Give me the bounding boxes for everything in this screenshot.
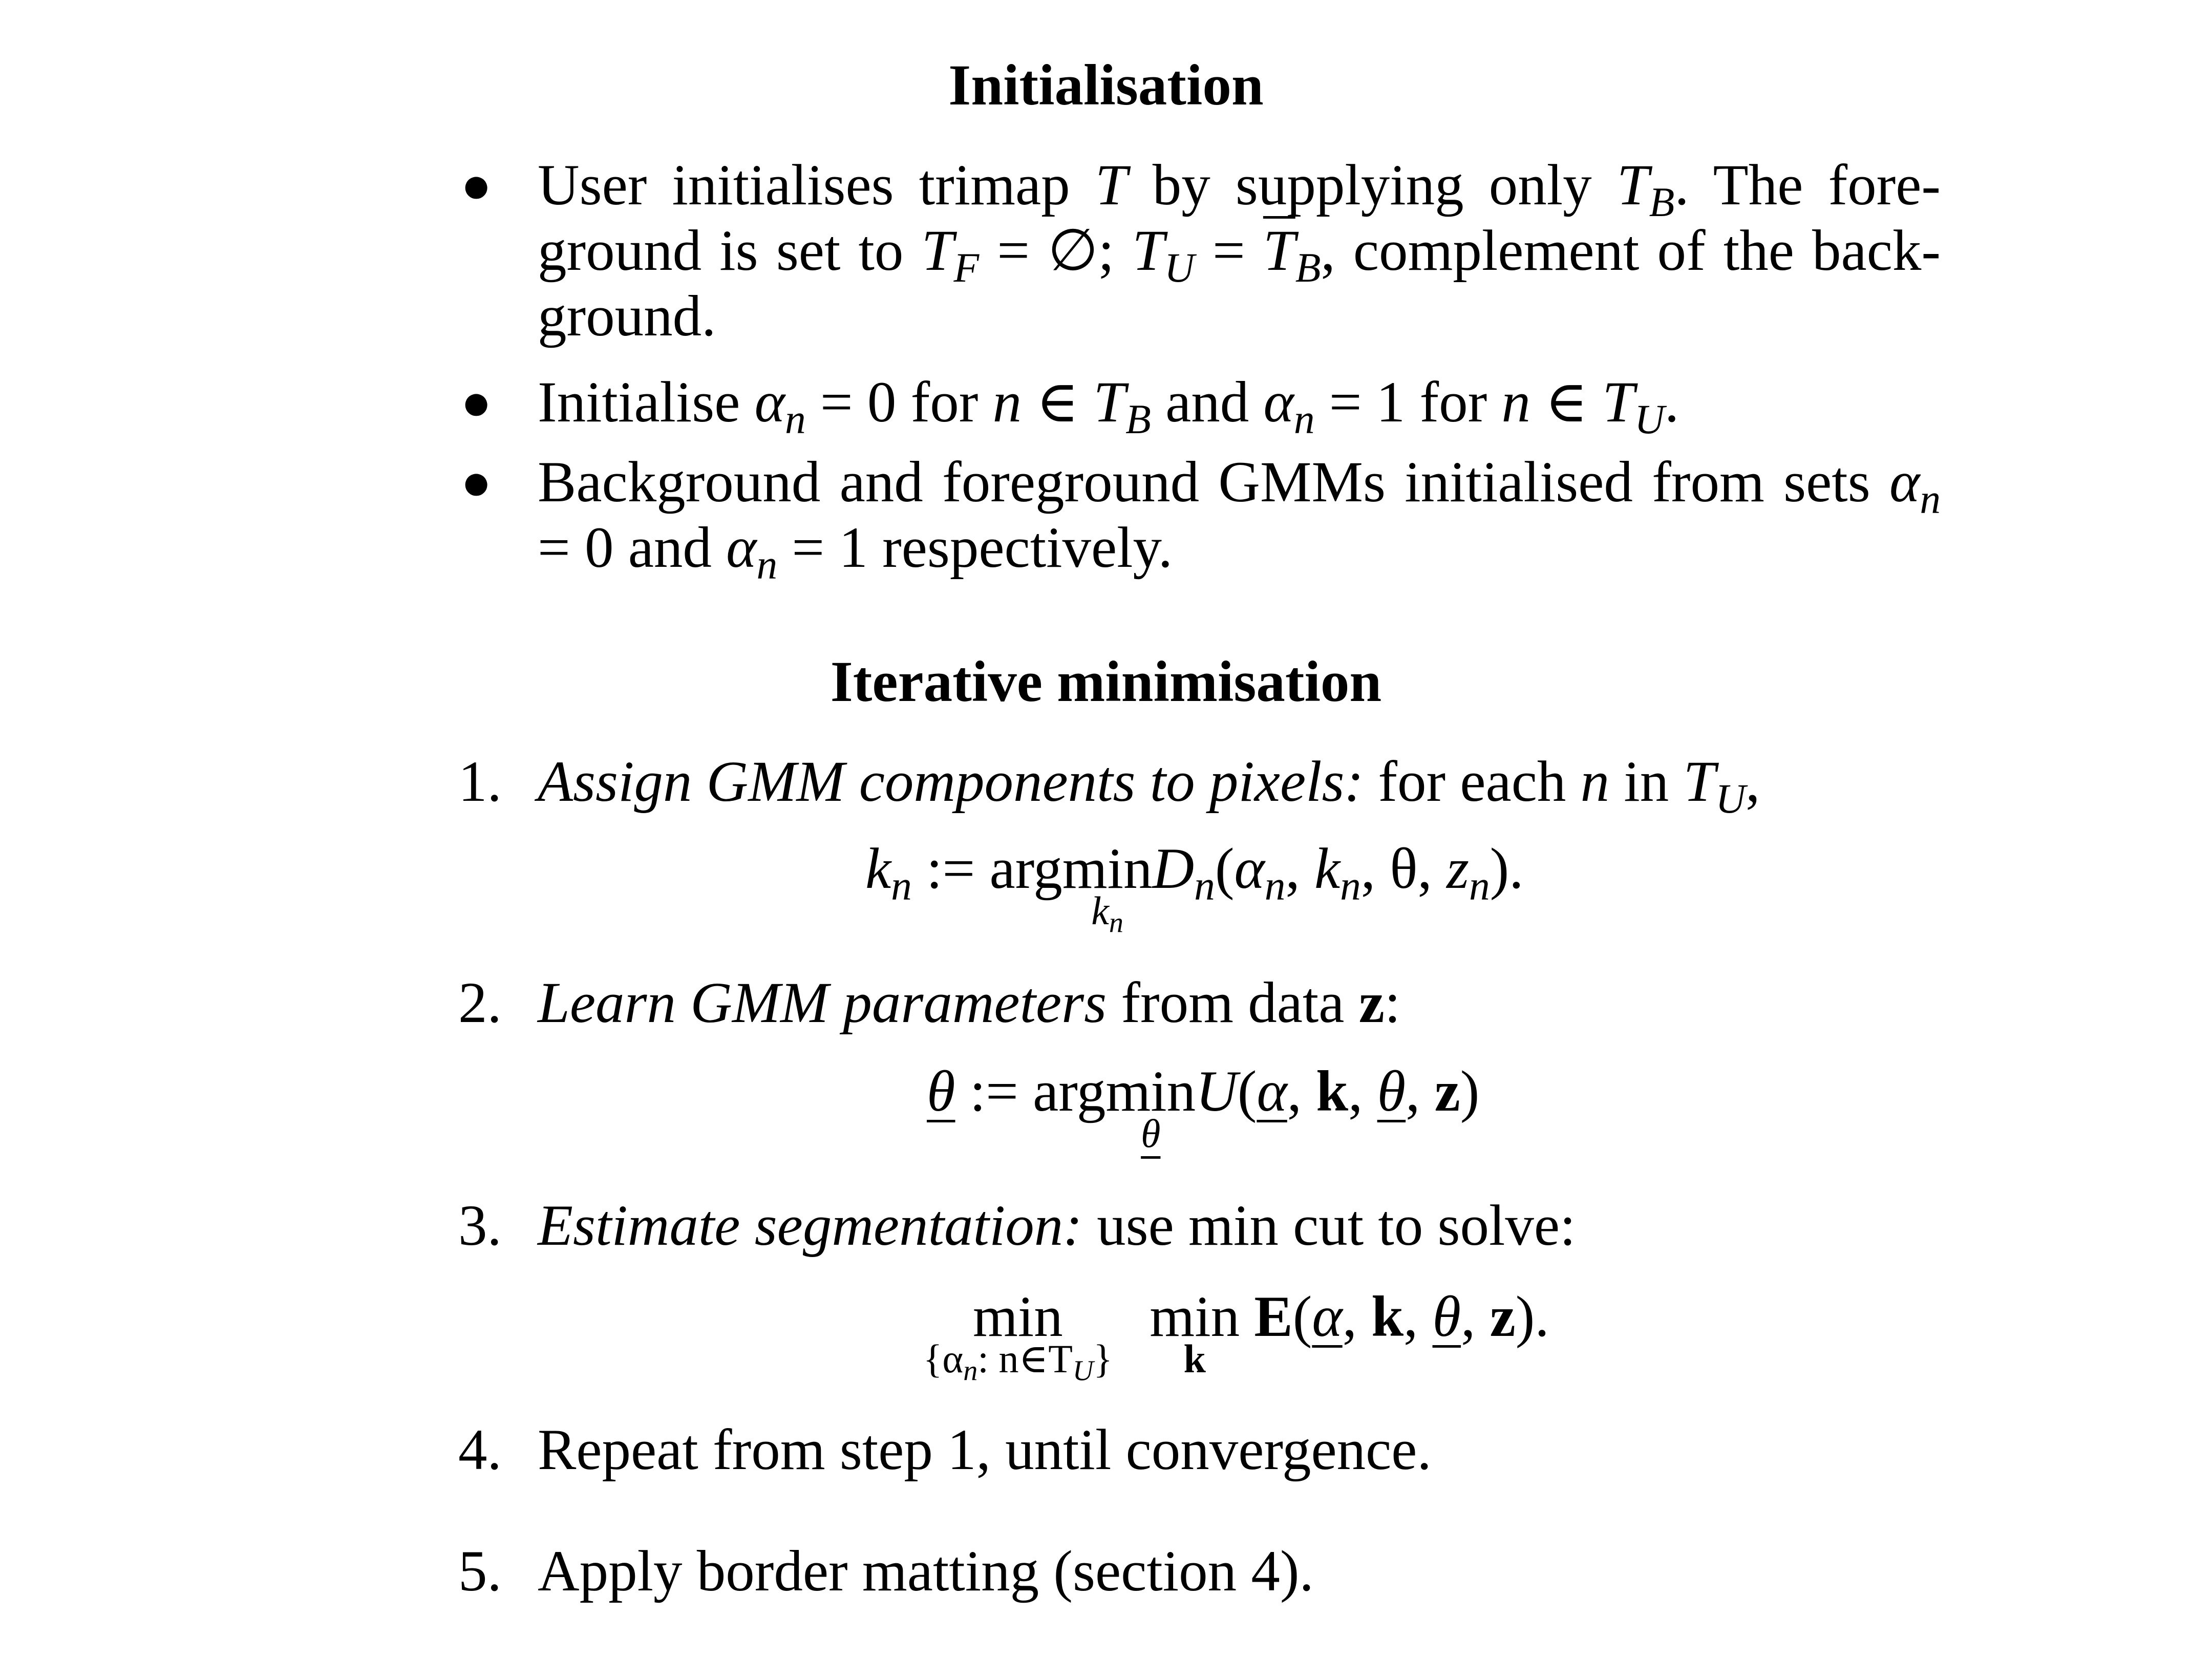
bullet-item-1: ● User initialises trimap T by supplying only $T_B$. The fore-ground is set to $T_F$ = ∅; $T_U = \overline{T}_B$, complement of the back-ground. bbox=[461, 153, 1941, 348]
step-1: 1. Assign GMM components to pixels: for each n in $T_U$, bbox=[458, 750, 1760, 822]
equation-step-1: $k_n$ := argmin $k_n$ $D_n(\alpha_n$, $k_n$, θ, $z_n$). bbox=[865, 837, 1524, 939]
bullet-icon: ● bbox=[461, 454, 492, 511]
step-2: 2. Learn GMM parameters from data z: bbox=[458, 971, 1401, 1035]
step-4: 4. Repeat from step 1, until convergence. bbox=[458, 1418, 1432, 1482]
bullet-item-2: ● Initialise $\alpha_n = 0$ for n ∈ $T_B$ and $\alpha_n = 1$ for n ∈ $T_U$. bbox=[461, 370, 1679, 442]
step-number: 3. bbox=[458, 1194, 502, 1258]
step-number: 5. bbox=[458, 1539, 502, 1603]
equation-step-2: θ := argmin θ U(α, k, θ, z) bbox=[927, 1059, 1480, 1156]
heading-iterative-minimisation: Iterative minimisation bbox=[830, 650, 1382, 714]
step-5: 5. Apply border matting (section 4). bbox=[458, 1539, 1314, 1603]
equation-step-3: min {$\alpha_n$: $n\in T_U$} min k E(α, k, θ, z). bbox=[923, 1285, 1549, 1387]
bullet-icon: ● bbox=[461, 374, 492, 431]
step-number: 2. bbox=[458, 971, 502, 1035]
step-number: 1. bbox=[458, 750, 502, 814]
step-3: 3. Estimate segmentation: use min cut to solve: bbox=[458, 1194, 1576, 1258]
step-number: 4. bbox=[458, 1418, 502, 1482]
bullet-icon: ● bbox=[461, 157, 492, 214]
bullet-item-3: ● Background and foreground GMMs initialised from sets $\alpha_n = 0$ and $\alpha_n = 1$ respectively. bbox=[461, 450, 1941, 588]
heading-initialisation: Initialisation bbox=[948, 53, 1264, 117]
